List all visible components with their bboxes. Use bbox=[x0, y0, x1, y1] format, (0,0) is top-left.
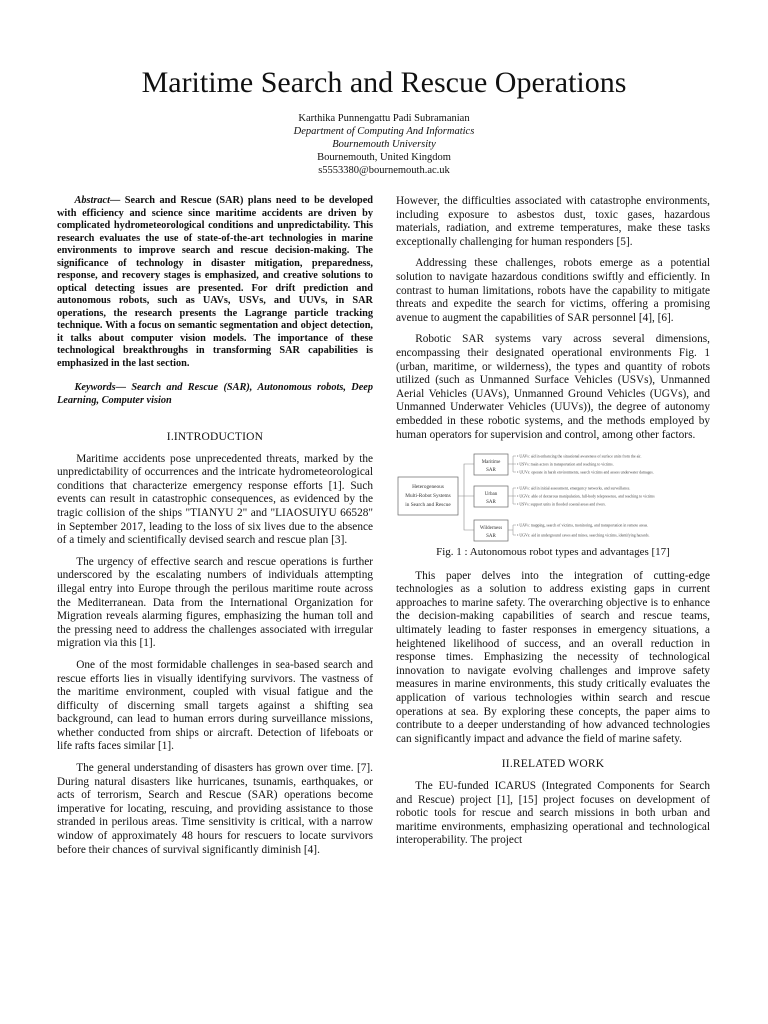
left-column bbox=[57, 195, 373, 865]
related-work-paragraph: The EU-funded ICARUS (Integrated Components for Search and Rescue) project [1], [15] project focuses on development of robotic tools for rescue and search missions in both urban and maritime environments, emphasizing operational and technological interoperability. The project bbox=[396, 780, 710, 847]
keywords: Keywords— Search and Rescue (SAR), Autonomous robots, Deep Learning, Computer vision bbox=[57, 382, 373, 406]
diagram-bullet: • USVs: main actors in transportation and reaching to victims. bbox=[517, 462, 614, 467]
diagram-bullet: • UAVs: aid in initial assessment, emergency networks, and surveillance. bbox=[517, 486, 631, 491]
branch-label: Urban bbox=[484, 492, 498, 498]
intro-paragraph: The urgency of effective search and rescue operations is further underscored by the escalating numbers of individuals attempting illegal entry into Europe through the perilous maritime route across the Mediterranean. Data from the International Organization for Migration reveals alarming figures, emphasizing the human toll and the pressing need to address the challenges associated with irregular migration via this [1]. bbox=[57, 555, 373, 650]
diagram-connector bbox=[508, 525, 516, 535]
body-paragraph: This paper delves into the integration of cutting-edge technologies as a solution to address existing gaps in current approaches to marine safety. The overarching objective is to enhance the decision-making capabilities of search and rescue teams, ultimately leading to faster responses in emergency situations, a heightened likelihood of success, and an overall reduction in response times. Emphasizing the necessity of technological innovation to navigate evolving challenges and improve safety measures in marine environments, this study critically evaluates the application of various technologies within search and rescue operations at sea. By exploring these concepts, the paper aims to contribute to a deeper understanding of how advanced technologies can significantly impact and advance the field of marine safety. bbox=[396, 569, 710, 745]
diagram-root-label: Multi-Robot Systems bbox=[405, 493, 451, 500]
author-department: Department of Computing And Informatics bbox=[293, 126, 475, 137]
section-heading-introduction: I.INTRODUCTION bbox=[166, 431, 264, 443]
abstract bbox=[57, 195, 373, 370]
intro-paragraph: One of the most formidable challenges in sea-based search and rescue efforts lies in visually identifying survivors. The vastness of the maritime environment, coupled with visual fatigue and the difficulty of discerning small targets against a shifting sea background, can lead to human errors during surveillance missions, whether conducted from ships or aircraft. Detection of lifeboats or life rafts faces similar [1]. bbox=[57, 658, 373, 753]
diagram-root-label: in Search and Rescue bbox=[405, 502, 451, 509]
body-paragraph: However, the difficulties associated with catastrophe environments, including exposure to asbestos dust, toxic gases, hazardous materials, radiation, and extreme temperatures, make these tasks exceptionally challenging for human responders [5]. bbox=[396, 195, 710, 248]
figure-caption: Fig. 1 : Autonomous robot types and advantages [17] bbox=[436, 546, 670, 559]
author-email[interactable]: s5553380@bournemouth.ac.uk bbox=[318, 165, 450, 176]
diagram-bullet: • UUVs: operate in harsh environments, search victims and assess underwater damages. bbox=[517, 470, 654, 475]
diagram-bullet: • UGVs: able of dexterous manipulation, full-body telepresence, and reaching to victims bbox=[517, 494, 655, 499]
diagram-connector bbox=[508, 456, 516, 472]
abstract-lead: Abstract— bbox=[74, 195, 121, 206]
body-paragraph: Addressing these challenges, robots emerge as a potential solution to navigate hazardous conditions swiftly and efficiently. In contrast to human limitations, robots have the capability to mitigate threats and expedite the search for victims, offering a promising avenue to augment the capabilities of SAR personnel [4], [6]. bbox=[396, 257, 710, 324]
paper-title: Maritime Search and Rescue Operations bbox=[141, 66, 627, 99]
branch-label: Maritime bbox=[481, 460, 501, 466]
diagram-bullet: • USVs: support units in flooded coastal areas and rivers. bbox=[517, 502, 606, 507]
diagram-connector bbox=[458, 464, 474, 530]
branch-label: SAR bbox=[486, 468, 496, 474]
diagram-bullet: • UGVs: aid in underground caves and mines, searching victims, identifying hazards. bbox=[517, 533, 650, 538]
branch-label: Wilderness bbox=[479, 526, 503, 532]
branch-label: SAR bbox=[486, 534, 496, 540]
author-university: Bournemouth University bbox=[332, 139, 436, 150]
branch-label: SAR bbox=[486, 500, 496, 506]
author-name: Karthika Punnengattu Padi Subramanian bbox=[298, 113, 470, 124]
right-column bbox=[396, 195, 710, 856]
diagram-root-label: Heterogeneous bbox=[412, 484, 444, 491]
figure-1 bbox=[396, 450, 710, 542]
diagram-bullet: • UAVs: mapping, search of victims, monitoring, and transportation in remote areas. bbox=[517, 523, 649, 528]
author-block bbox=[0, 112, 768, 177]
intro-paragraph: The general understanding of disasters has grown over time. [7]. During natural disasters like hurricanes, tsunamis, earthquakes, or acts of terrorism, Search and Rescue (SAR) operations become imperative for locating, rescuing, and providing assistance to those stranded in perilous areas. Time sensitivity is critical, with a narrow window of approximately 48 hours for rescuers to locate survivors before their chances of survival significantly diminish [4]. bbox=[57, 762, 373, 856]
abstract-text: Search and Rescue (SAR) plans need to be developed with efficiency and science since maritime accidents are driven by complicated hydrometeorological conditions and unpredictability. This research evaluates the use of state-of-the-art technologies in marine environments to improve search and rescue decision-making. The significance of technology in disaster mitigation, preparedness, response, and recovery stages is emphasized, and creative solutions to optical detecting issues are presented. For drift prediction and autonomous robots, such as UAVs, USVs, and UUVs, in SAR operations, the research presents the Lagrange particle tracking technique. With a focus on semantic segmentation and object detection, it talks about computer vision models. The importance of these technological breakthroughs in transforming SAR capabilities is emphasized in the last section. bbox=[57, 195, 373, 369]
author-location: Bournemouth, United Kingdom bbox=[317, 152, 451, 163]
section-heading-related-work: II.RELATED WORK bbox=[501, 758, 605, 771]
body-paragraph: Robotic SAR systems vary across several dimensions, encompassing their designated operational environments Fig. 1 (urban, maritime, or wilderness), the types and quantity of robots utilized (such as Unmanned Surface Vehicles (USVs), Unmanned Aerial Vehicles (UAVs), Unmanned Ground Vehicles (UGVs), and Unmanned Underwater Vehicles (UUVs)), the degree of autonomy embedded in these robotic systems, and the methods employed by human operators for supervision and control, among other factors. bbox=[396, 333, 710, 441]
intro-paragraph: Maritime accidents pose unprecedented threats, marked by the unpredictability of occurrences and the intricate hydrometeorological conditions that characterize emergency response efforts [1]. Such events can result in catastrophic consequences, as evidenced by the tragic collision of the ships "TIANYU 2" and "LIAOSUIYU 66528" in September 2017, leading to the loss of six lives due to the absence of a timely and scientifically devised search and rescue plan [3]. bbox=[57, 452, 373, 547]
robot-types-diagram bbox=[396, 450, 710, 542]
diagram-connector bbox=[508, 488, 516, 504]
diagram-bullet: • UAVs: aid in enhancing the situational awareness of surface units from the air. bbox=[517, 454, 642, 459]
